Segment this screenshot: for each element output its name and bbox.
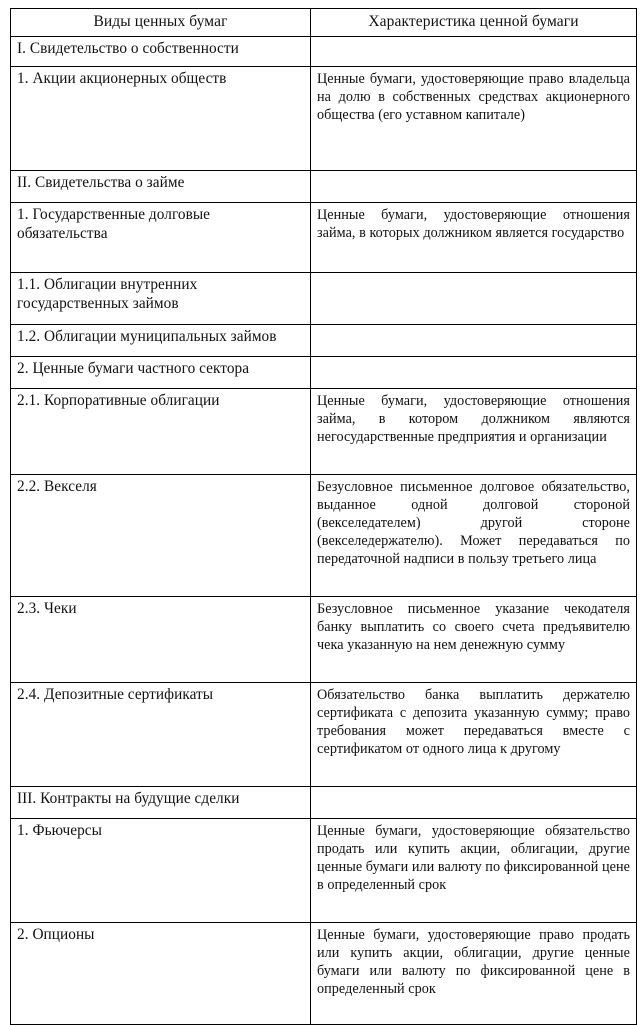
table-row [11, 273, 637, 325]
table-row [11, 203, 637, 273]
table-row [11, 171, 637, 203]
cell-kind: 2. Опционы [11, 923, 311, 1025]
cell-description [311, 357, 637, 389]
cell-description: Обязательство банка выплатить держателю сертификата с депозита указанную сумму; право требования может передаваться вместе с сертификатом от одного лица к другому [311, 683, 637, 787]
table-row [11, 357, 637, 389]
column-header-description: Характеристика ценной бумаги [311, 9, 637, 37]
table-header [11, 9, 637, 37]
cell-description: Ценные бумаги, удостоверяющие отношения займа, в которых должником является государство [311, 203, 637, 273]
cell-kind: 2.4. Депозитные сертификаты [11, 683, 311, 787]
cell-description: Ценные бумаги, удостоверяющие право владельца на долю в собственных средствах акционерного общества (его уставном капитале) [311, 67, 637, 171]
table-row [11, 67, 637, 171]
cell-kind: I. Свидетельство о собственности [11, 37, 311, 67]
cell-description: Безусловное письменное указание чекодателя банку выплатить со своего счета предъявителю чека указанную на нем денежную сумму [311, 597, 637, 683]
cell-kind: 1. Государственные долговые обязательства [11, 203, 311, 273]
table-header-row [11, 9, 637, 37]
table-body [11, 37, 637, 1025]
cell-description [311, 273, 637, 325]
table-row [11, 475, 637, 597]
table-row [11, 597, 637, 683]
cell-kind: 1.2. Облигации муниципальных займов [11, 325, 311, 357]
cell-description: Безусловное письменное долговое обязательство, выданное одной долговой стороной (векселедателем) другой стороне (векселедержателю). Может передаваться по передаточной надписи в пользу третьего лица [311, 475, 637, 597]
cell-kind: 1.1. Облигации внутренних государственных займов [11, 273, 311, 325]
cell-description [311, 787, 637, 819]
cell-description: Ценные бумаги, удостоверяющие обязательство продать или купить акции, облигации, другие ценные бумаги или валюту по фиксированной цене в определенный срок [311, 819, 637, 923]
cell-description: Ценные бумаги, удостоверяющие право продать или купить акции, облигации, другие ценные бумаги или валюту по фиксированной цене в определенный срок [311, 923, 637, 1025]
cell-kind: II. Свидетельства о займе [11, 171, 311, 203]
table-row [11, 37, 637, 67]
cell-description [311, 171, 637, 203]
cell-kind: 2. Ценные бумаги частного сектора [11, 357, 311, 389]
table-row [11, 389, 637, 475]
cell-kind: III. Контракты на будущие сделки [11, 787, 311, 819]
cell-kind: 2.3. Чеки [11, 597, 311, 683]
cell-kind: 2.2. Векселя [11, 475, 311, 597]
column-header-kind: Виды ценных бумаг [11, 9, 311, 37]
cell-description [311, 325, 637, 357]
table-row [11, 923, 637, 1025]
cell-kind: 1. Фьючерсы [11, 819, 311, 923]
cell-kind: 1. Акции акционерных обществ [11, 67, 311, 171]
table-row [11, 325, 637, 357]
table-row [11, 787, 637, 819]
cell-kind: 2.1. Корпоративные облигации [11, 389, 311, 475]
cell-description: Ценные бумаги, удостоверяющие отношения займа, в котором должником являются негосударственные предприятия и организации [311, 389, 637, 475]
securities-types-table [10, 8, 637, 1025]
table-row [11, 683, 637, 787]
table-row [11, 819, 637, 923]
cell-description [311, 37, 637, 67]
